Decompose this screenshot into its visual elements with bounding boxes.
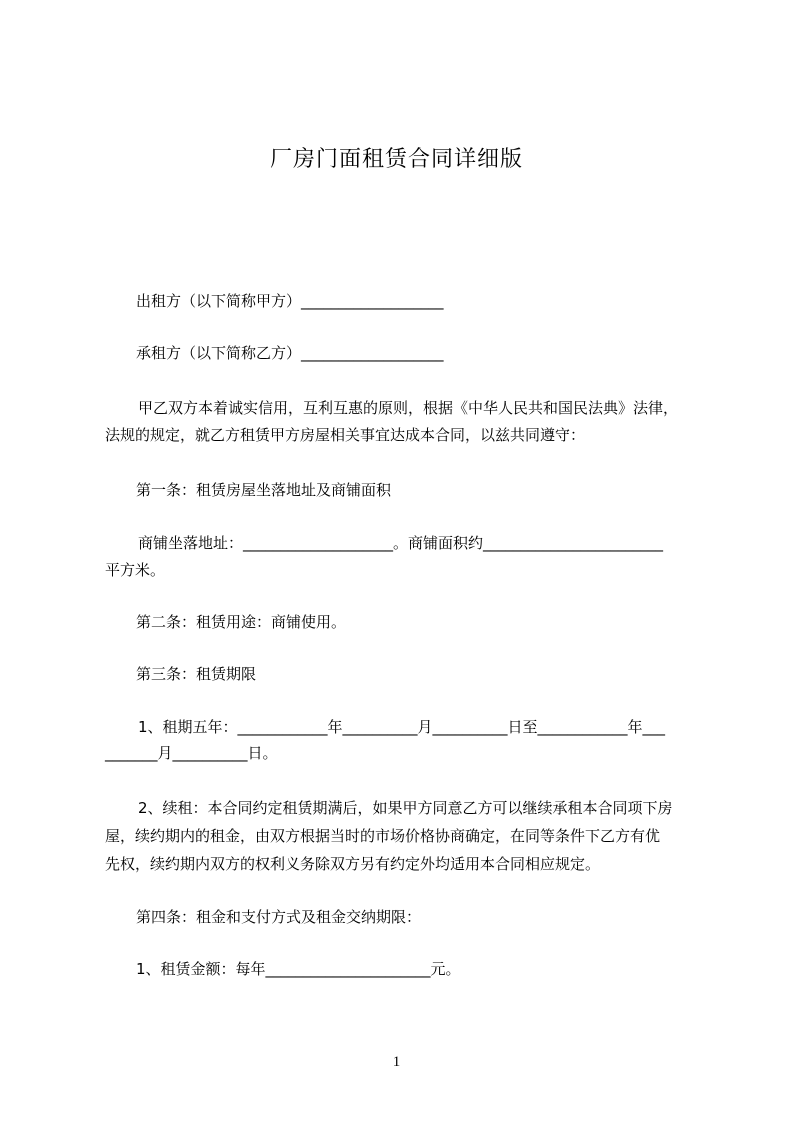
article-3-heading: 第三条：租赁期限 xyxy=(136,665,257,683)
article-2-heading: 第二条：租赁用途：商铺使用。 xyxy=(136,613,347,631)
page-number: 1 xyxy=(392,1054,401,1070)
shop-area-unit: 平方米。 xyxy=(105,561,166,579)
renewal-line-3: 先权，续约期内双方的权利义务除双方另有约定外均适用本合同相应规定。 xyxy=(105,855,601,873)
lessee-line: 承租方（以下简称乙方）___________________ xyxy=(136,344,444,362)
article-4-heading: 第四条：租金和支付方式及租金交纳期限： xyxy=(136,908,422,926)
renewal-line-2: 屋，续约期内的租金，由双方根据当时的市场价格协商确定，在同等条件下乙方有优 xyxy=(105,827,661,845)
preamble-line-2: 法规的规定，就乙方租赁甲方房屋相关事宜达成本合同，以兹共同遵守： xyxy=(105,426,586,444)
rent-amount-line: 1、租赁金额：每年______________________元。 xyxy=(136,960,461,978)
lessor-line: 出租方（以下简称甲方）___________________ xyxy=(136,292,444,310)
document-title: 厂房门面租赁合同详细版 xyxy=(269,147,523,172)
article-1-heading: 第一条：租赁房屋坐落地址及商铺面积 xyxy=(136,481,392,499)
shop-address-line: 商铺坐落地址：____________________。商铺面积约________________________ xyxy=(138,534,664,552)
renewal-line-1: 2、续租：本合同约定租赁期满后，如果甲方同意乙方可以继续承租本合同项下房 xyxy=(138,799,673,817)
lease-term-line-1: 1、租期五年：____________年__________月__________日至____________年___ xyxy=(138,718,666,736)
lease-term-line-2: _______月__________日。 xyxy=(105,744,278,762)
preamble-line-1: 甲乙双方本着诚实信用，互利互惠的原则，根据《中华人民共和国民法典》法律， xyxy=(138,399,679,417)
